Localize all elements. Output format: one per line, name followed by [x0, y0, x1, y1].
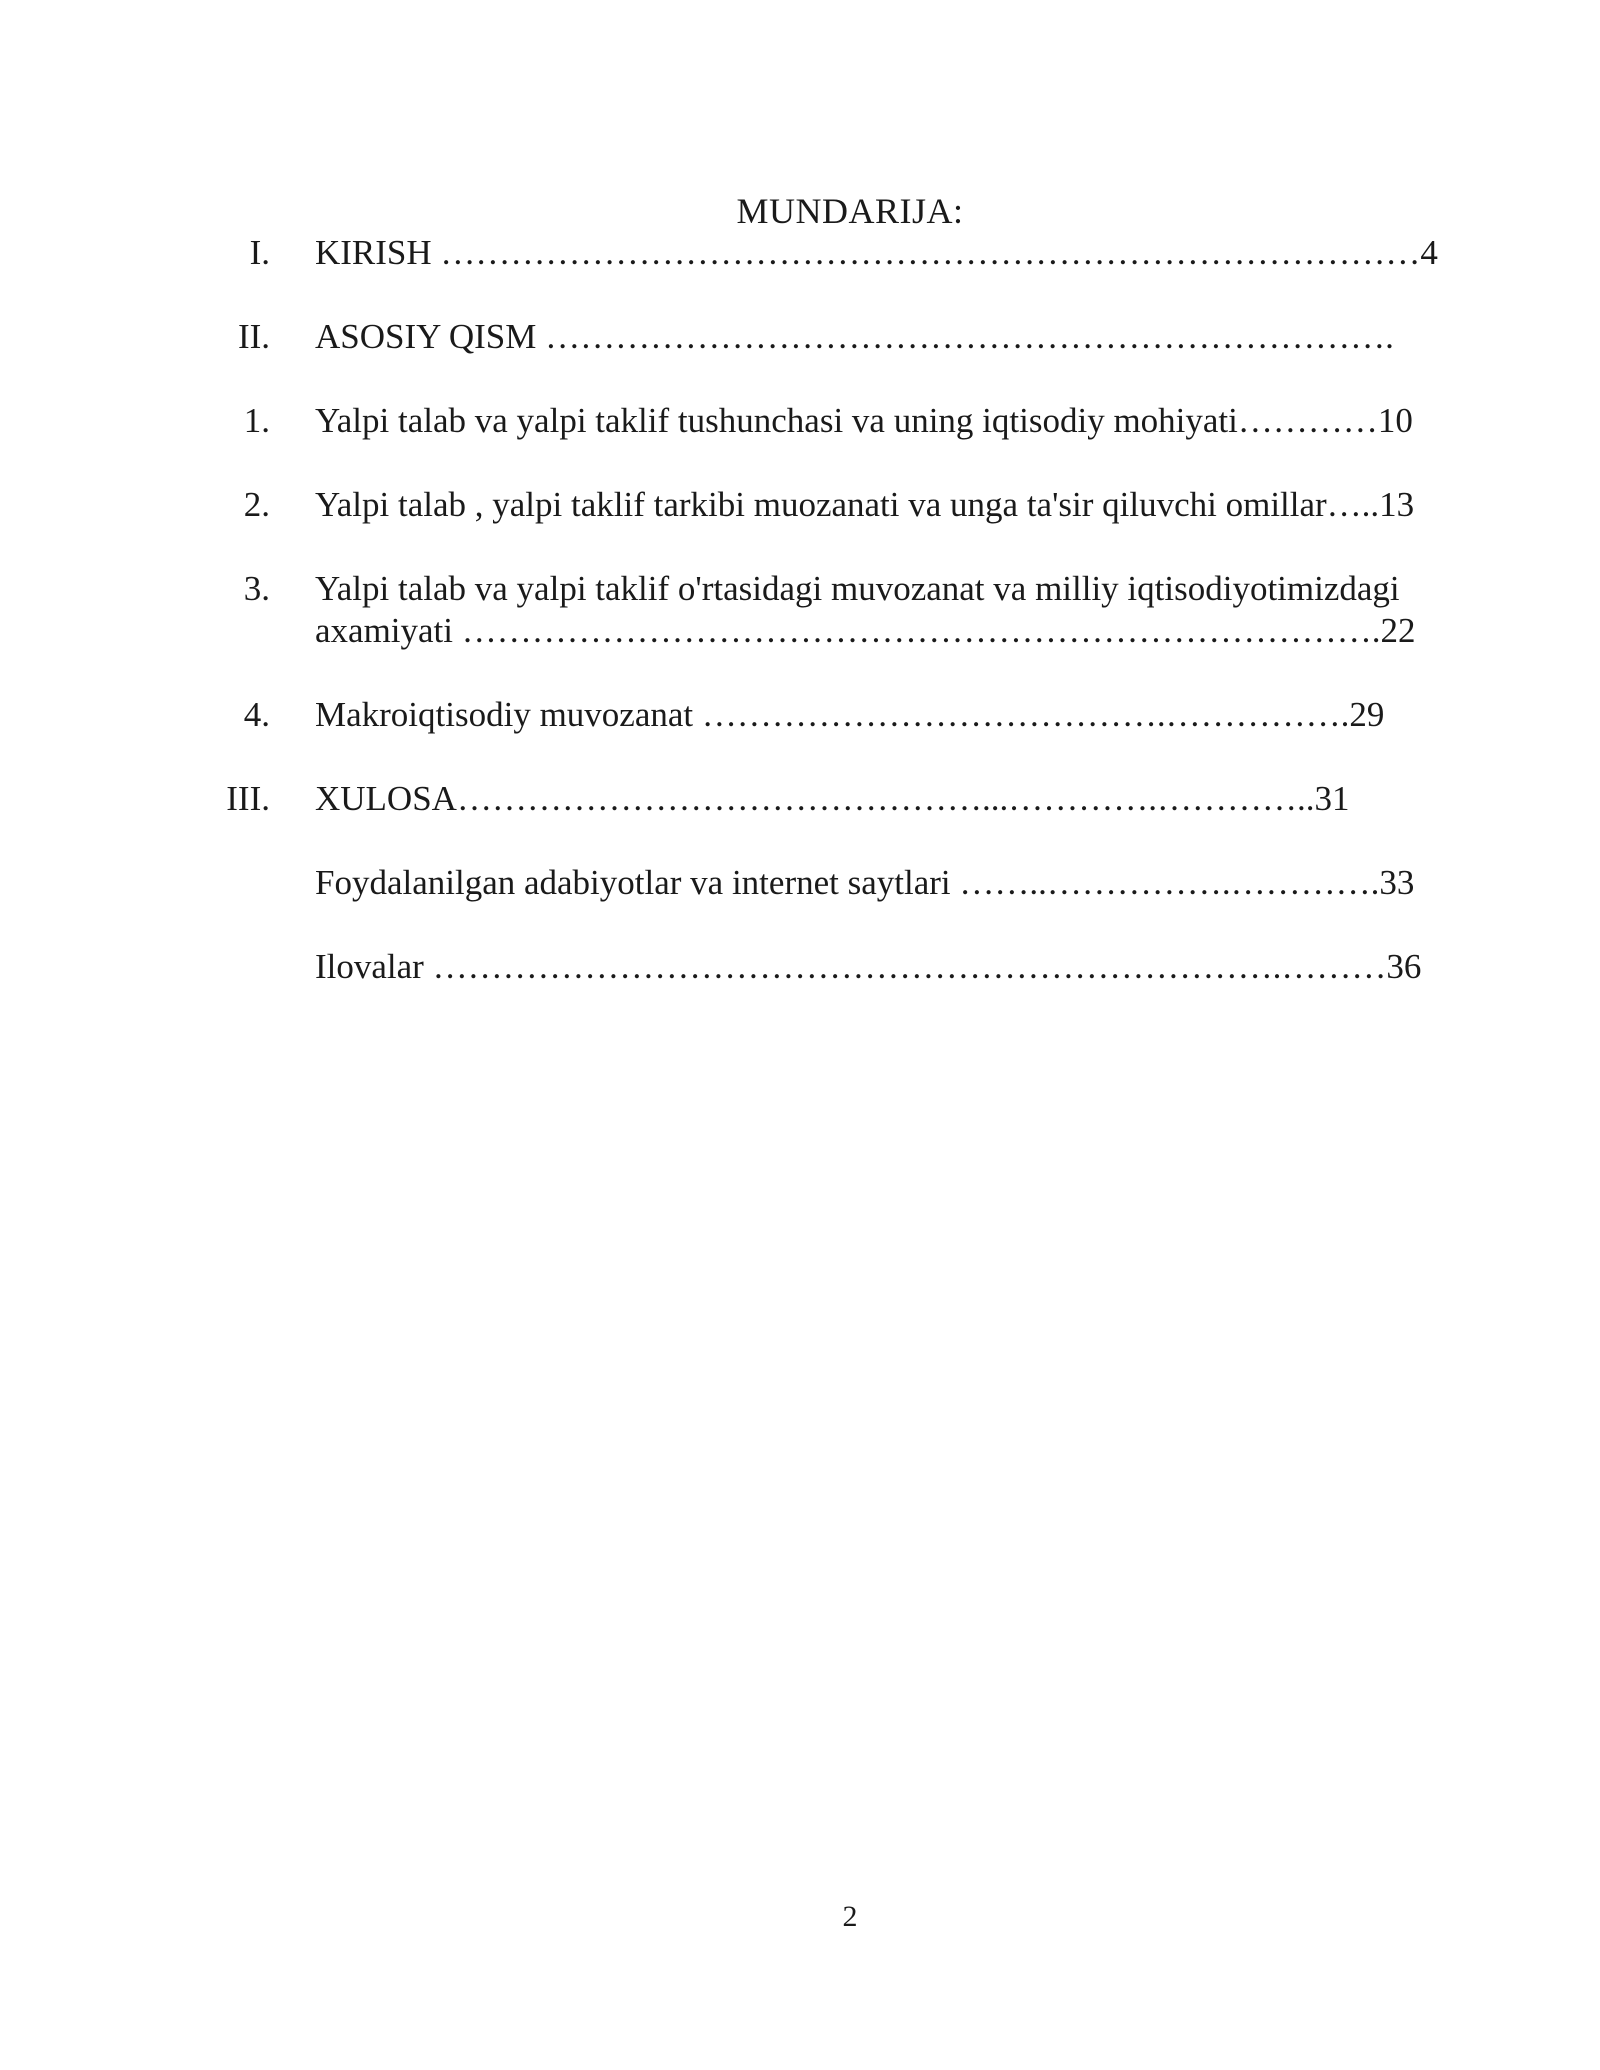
toc-entry-text: Yalpi talab va yalpi taklif tushunchasi va uning iqtisodiy mohiyati…………10 [315, 401, 1413, 440]
toc-entry-number: 3. [243, 569, 270, 608]
toc-entry-text: Makroiqtisodiy muvozanat ………………………………….…………….29 [315, 695, 1385, 734]
toc-entry-number: III. [226, 779, 270, 818]
toc-heading: MUNDARIJA: [736, 191, 964, 231]
toc-entry-text: ASOSIY QISM ………………………………………………………………. [315, 317, 1394, 356]
toc-entry-number: I. [249, 233, 270, 272]
toc-entry-text: KIRISH …………………………………………………………………………4 [315, 233, 1438, 272]
toc-entry-text: Yalpi talab , yalpi taklif tarkibi muozanati va unga ta'sir qiluvchi omillar…..13 [315, 485, 1415, 524]
toc-entry-number: 2. [243, 485, 270, 524]
toc-entry-text: Yalpi talab va yalpi taklif o'rtasidagi muvozanat va milliy iqtisodiyotimizdagi axamiyati …………………………………………………………………….22 [315, 569, 1416, 650]
toc-entry-number: II. [237, 317, 270, 356]
toc-entry-number: 4. [243, 695, 270, 734]
page-number: 2 [842, 1900, 858, 1933]
toc-entry-number: 1. [243, 401, 270, 440]
toc-entry-text: Foydalanilgan adabiyotlar va internet saytlari ……..…………….………….33 [315, 863, 1415, 902]
toc-entry-text: Ilovalar ……………………………………………………………….………36 [315, 947, 1422, 986]
toc-entry-text: XULOSA………………………………………...………….…………..31 [315, 779, 1350, 818]
